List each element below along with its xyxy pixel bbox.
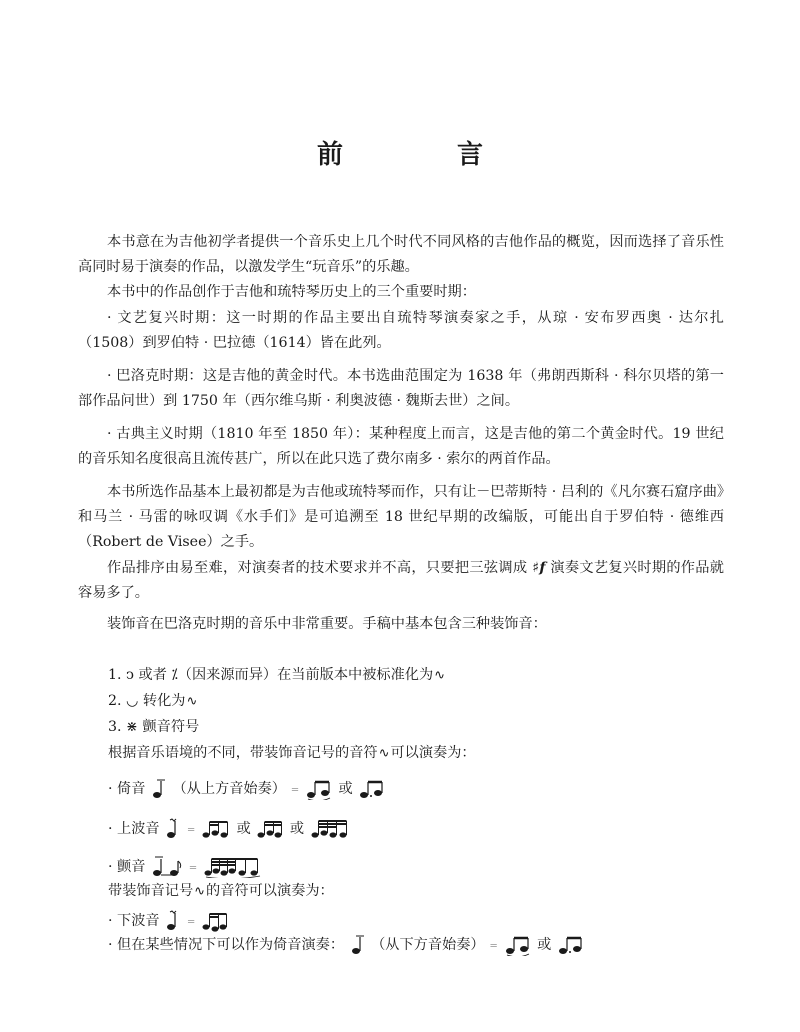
equals-sign: ＝	[489, 942, 499, 952]
sharp-f-symbol: ♯f	[532, 560, 546, 576]
wavy-ornament-icon: ∿	[434, 668, 446, 683]
or-text: 或	[537, 937, 552, 953]
list-item-2	[108, 690, 198, 713]
thirtysecond-notes-icon	[311, 818, 351, 840]
example-appoggiatura	[108, 778, 387, 802]
wavy-ornament-icon: ∿	[378, 746, 390, 761]
lower-appoggiatura-label: · 但在某些情况下可以作为倚音演奏：	[108, 937, 345, 953]
equals-sign: ＝	[186, 826, 196, 836]
example-trill	[108, 856, 264, 880]
paragraph-ornaments: 装饰音在巴洛克时期的音乐中非常重要。手稿中基本包含三种装饰音：	[107, 616, 547, 632]
example-mordent	[108, 818, 353, 842]
equals-sign: ＝	[186, 918, 196, 928]
context-line	[108, 742, 476, 765]
paragraph-renaissance: · 文艺复兴时期：这一时期的作品主要出自琉特琴演奏家之手，从琼 · 安布罗西奥 · 达尔扎（1508）到罗伯特 · 巴拉德（1614）皆在此列。	[78, 310, 724, 351]
equals-sign: ＝	[188, 864, 198, 874]
order-text-b: 演奏文艺复兴时期的作品就容易多了。	[78, 560, 724, 601]
wavy-ornament-icon: ∿	[186, 694, 198, 709]
or-text: 或	[338, 781, 353, 797]
paragraph-order	[78, 556, 724, 606]
wavy-ornament-icon: ∿	[194, 884, 206, 899]
appoggiatura-desc: （从上方音始奏）	[172, 781, 286, 797]
symbol-line	[108, 880, 334, 903]
context-text-a: 根据音乐语境的不同，带装饰音记号的音符	[108, 745, 378, 761]
example-lower-mordent	[108, 910, 230, 934]
quarter-note-icon	[152, 778, 166, 800]
list-item-1	[108, 664, 446, 687]
context-text-b: 可以演奏为：	[390, 745, 476, 761]
dotted-eighth-notes-icon	[558, 934, 584, 956]
order-text-a: 作品排序由易至难，对演奏者的技术要求并不高，只要把三弦调成	[107, 560, 528, 576]
quarter-note-icon	[166, 818, 180, 840]
eighth-notes-icon	[306, 778, 332, 800]
equals-sign: ＝	[290, 786, 300, 796]
mordent-label: · 上波音	[108, 821, 160, 837]
or-text: 或	[236, 821, 251, 837]
quarter-note-icon	[166, 910, 180, 932]
dotted-eighth-notes-icon	[359, 778, 385, 800]
symbol-line-text-b: 的音符可以演奏为：	[206, 883, 334, 899]
paragraph-baroque: · 巴洛克时期：这是吉他的黄金时代。本书选曲范围定为 1638 年（弗朗西斯科 · 科尔贝塔的第一部作品问世）到 1750 年（西尔维乌斯 · 利奥波德 · 魏斯去世）之间。	[78, 368, 724, 409]
page-title: 前 言	[316, 140, 527, 170]
tied-notes-icon	[152, 856, 182, 878]
sixteenth-notes-icon	[257, 818, 283, 840]
paragraph-classical: · 古典主义时期（1810 年至 1850 年）：某种程度上而言，这是吉他的第二个黄金时代。19 世纪的音乐知名度很高且流传甚广，所以在此只选了费尔南多 · 索尔的两首作品。	[78, 426, 724, 467]
quarter-note-icon	[351, 934, 365, 956]
paragraph-intro: 本书意在为吉他初学者提供一个音乐史上几个时代不同风格的吉他作品的概览，因而选择了音乐性高同时易于演奏的作品，以激发学生“玩音乐”的乐趣。	[78, 234, 724, 275]
list-item-2-text: 2. ◡ 转化为	[108, 693, 186, 709]
trill-notes-icon	[204, 856, 262, 878]
sixteenth-notes-icon	[202, 818, 230, 840]
lower-mordent-label: · 下波音	[108, 913, 160, 929]
lower-appoggiatura-desc: （从下方音始奏）	[371, 937, 485, 953]
or-text: 或	[289, 821, 305, 837]
example-lower-appoggiatura	[108, 934, 586, 958]
eighth-notes-icon	[505, 934, 531, 956]
sixteenth-notes-icon	[202, 910, 228, 932]
list-item-3: 3. ⋇ 颤音符号	[108, 719, 200, 735]
trill-label: · 颤音	[108, 859, 146, 875]
list-item-1-text: 1. ͻ 或者 ⁒（因来源而异）在当前版本中被标准化为	[108, 667, 434, 683]
paragraph-sources: 本书所选作品基本上最初都是为吉他或琉特琴而作，只有让－巴蒂斯特 · 吕利的《凡尔赛石窟序曲》和马兰 · 马雷的咏叹调《水手们》是可追溯至 18 世纪早期的改编版，可能出自于罗伯特 · 德维西（Robert de Visee）之手。	[78, 484, 724, 550]
symbol-line-text-a: 带装饰音记号	[108, 883, 194, 899]
appoggiatura-label: · 倚音	[108, 781, 146, 797]
paragraph-periods: 本书中的作品创作于吉他和琉特琴历史上的三个重要时期：	[107, 284, 476, 300]
